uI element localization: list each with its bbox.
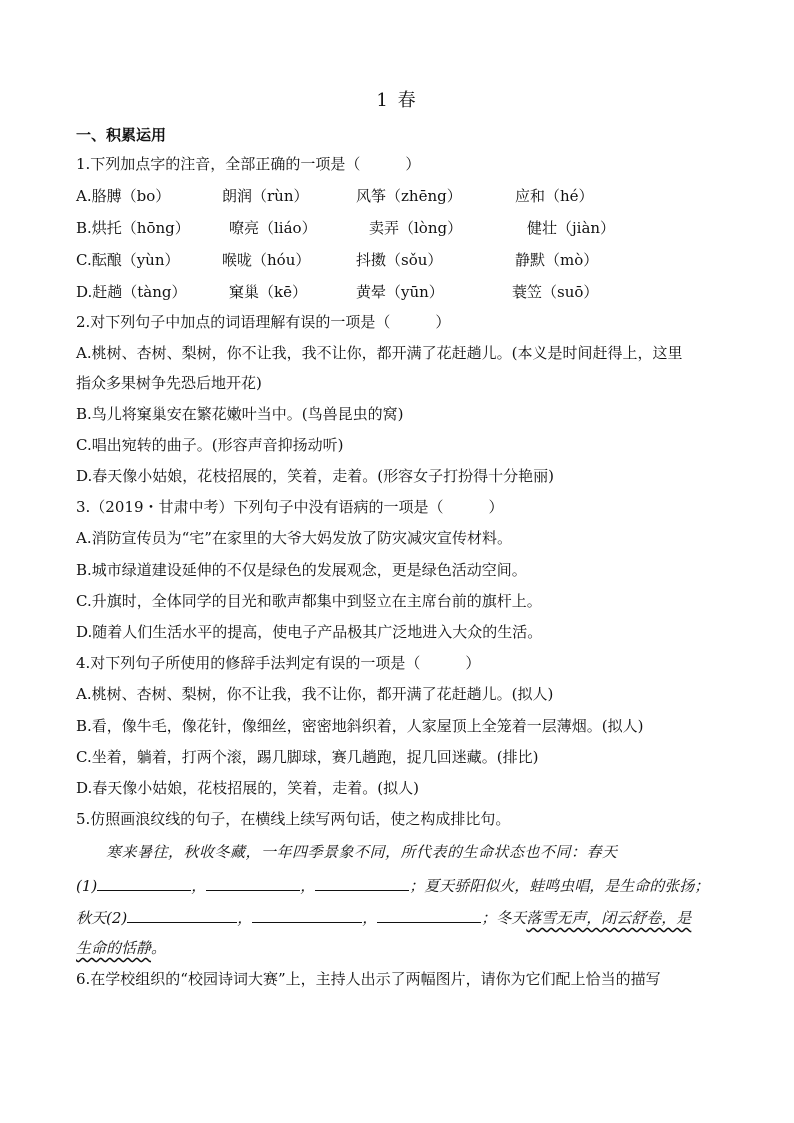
question-3-stem: 3.（2019・甘肃中考）下列句子中没有语病的一项是（ ）: [76, 498, 504, 516]
q2-option-a: A.桃树、杏树、梨树，你不让我，我不让你，都开满了花赶趟儿。(本义是时间赶得上，这里: [76, 344, 683, 362]
question-6-stem: 6.在学校组织的“校园诗词大赛”上，主持人出示了两幅图片，请你为它们配上恰当的描写: [76, 970, 661, 988]
q5-passage-line-4: [76, 938, 726, 958]
q1-option-b-2: 嘹亮（liáo）: [229, 219, 317, 237]
question-1-stem: 1.下列加点字的注音，全部正确的一项是（ ）: [76, 155, 421, 173]
q5-passage-period: 。: [151, 939, 167, 957]
q4-option-b: B.看，像牛毛，像花针，像细丝，密密地斜织着，人家屋顶上全笼着一层薄烟。(拟人): [76, 717, 644, 735]
q1-option-d-2: 窠巢（kē）: [229, 283, 307, 301]
q1-option-a-1: A.胳膊（bo）: [76, 187, 171, 205]
q5-passage-line-1: 寒来暑往，秋收冬藏，一年四季景象不同，所代表的生命状态也不同：春天: [106, 843, 618, 861]
q1-option-c-4: 静默（mò）: [515, 251, 599, 269]
q1-option-d-3: 黄晕（yūn）: [356, 283, 444, 301]
q5-passage-line-2: [76, 874, 736, 896]
q3-option-c: C.升旗时，全体同学的目光和歌声都集中到竖立在主席台前的旗杆上。: [76, 592, 542, 610]
q1-option-b-1: B.烘托（hōng）: [76, 219, 190, 237]
q1-option-c-3: 抖擞（sǒu）: [356, 251, 443, 269]
q4-option-c: C.坐着，躺着，打两个滚，踢几脚球，赛几趟跑，捉几回迷藏。(排比): [76, 748, 539, 766]
q1-option-c-2: 喉咙（hóu）: [222, 251, 311, 269]
q3-option-d: D.随着人们生活水平的提高，使电子产品极其广泛地进入大众的生活。: [76, 623, 543, 641]
q1-option-a-4: 应和（hé）: [515, 187, 594, 205]
answer-blank-2a[interactable]: [127, 906, 237, 923]
blank-1-label: (1): [76, 877, 98, 895]
q4-option-d: D.春天像小姑娘，花枝招展的，笑着，走着。(拟人): [76, 779, 419, 797]
q3-option-a: A.消防宣传员为“宅”在家里的大爷大妈发放了防灾减灾宣传材料。: [76, 529, 512, 547]
q1-option-a-2: 朗润（rùn）: [222, 187, 309, 205]
q1-option-b-4: 健壮（jiàn）: [527, 219, 616, 237]
q3-option-b: B.城市绿道建设延伸的不仅是绿色的发展观念，更是绿色活动空间。: [76, 561, 527, 579]
section-heading: 一、积累运用: [76, 126, 167, 144]
wavy-underlined-text: 落雪无声，闭云舒卷，是: [526, 909, 692, 927]
q5-passage-winter-lead: ；冬天: [481, 909, 527, 927]
q2-option-a-continued: 指众多果树争先恐后地开花): [76, 374, 262, 392]
q1-option-c-1: C.酝酿（yùn）: [76, 251, 180, 269]
q5-separator: ，: [237, 909, 253, 927]
question-2-stem: 2.对下列句子中加点的词语理解有误的一项是（ ）: [76, 313, 451, 331]
question-4-stem: 4.对下列句子所使用的修辞手法判定有误的一项是（ ）: [76, 654, 481, 672]
answer-blank-2b[interactable]: [252, 906, 362, 923]
q5-separator: ，: [362, 909, 378, 927]
question-5-stem: 5.仿照画浪纹线的句子，在横线上续写两句话，使之构成排比句。: [76, 810, 511, 828]
answer-blank-1a[interactable]: [97, 874, 191, 891]
q1-option-a-3: 风筝（zhēng）: [356, 187, 462, 205]
answer-blank-1b[interactable]: [206, 874, 300, 891]
q5-separator: ，: [191, 877, 207, 895]
q2-option-b: B.鸟儿将窠巢安在繁花嫩叶当中。(鸟兽昆虫的窝): [76, 405, 404, 423]
page-title: 1 春: [376, 90, 418, 111]
q2-option-c: C.唱出宛转的曲子。(形容声音抑扬动听): [76, 436, 344, 454]
q1-option-d-1: D.赶趟（tàng）: [76, 283, 187, 301]
blank-2-label: 秋天(2): [76, 909, 128, 927]
q4-option-a: A.桃树、杏树、梨树，你不让我，我不让你，都开满了花赶趟儿。(拟人): [76, 685, 554, 703]
q5-passage-line-3: [76, 906, 736, 928]
q1-option-b-3: 卖弄（lòng）: [369, 219, 463, 237]
q1-option-d-4: 蓑笠（suō）: [512, 283, 599, 301]
answer-blank-1c[interactable]: [315, 874, 409, 891]
q5-passage-summer: ；夏天骄阳似火，蛙鸣虫唱，是生命的张扬；: [409, 877, 710, 895]
q2-option-d: D.春天像小姑娘，花枝招展的，笑着，走着。(形容女子打扮得十分艳丽): [76, 467, 554, 485]
answer-blank-2c[interactable]: [377, 906, 481, 923]
q5-separator: ，: [300, 877, 316, 895]
wavy-underlined-text-end: 生命的恬静: [76, 939, 152, 957]
